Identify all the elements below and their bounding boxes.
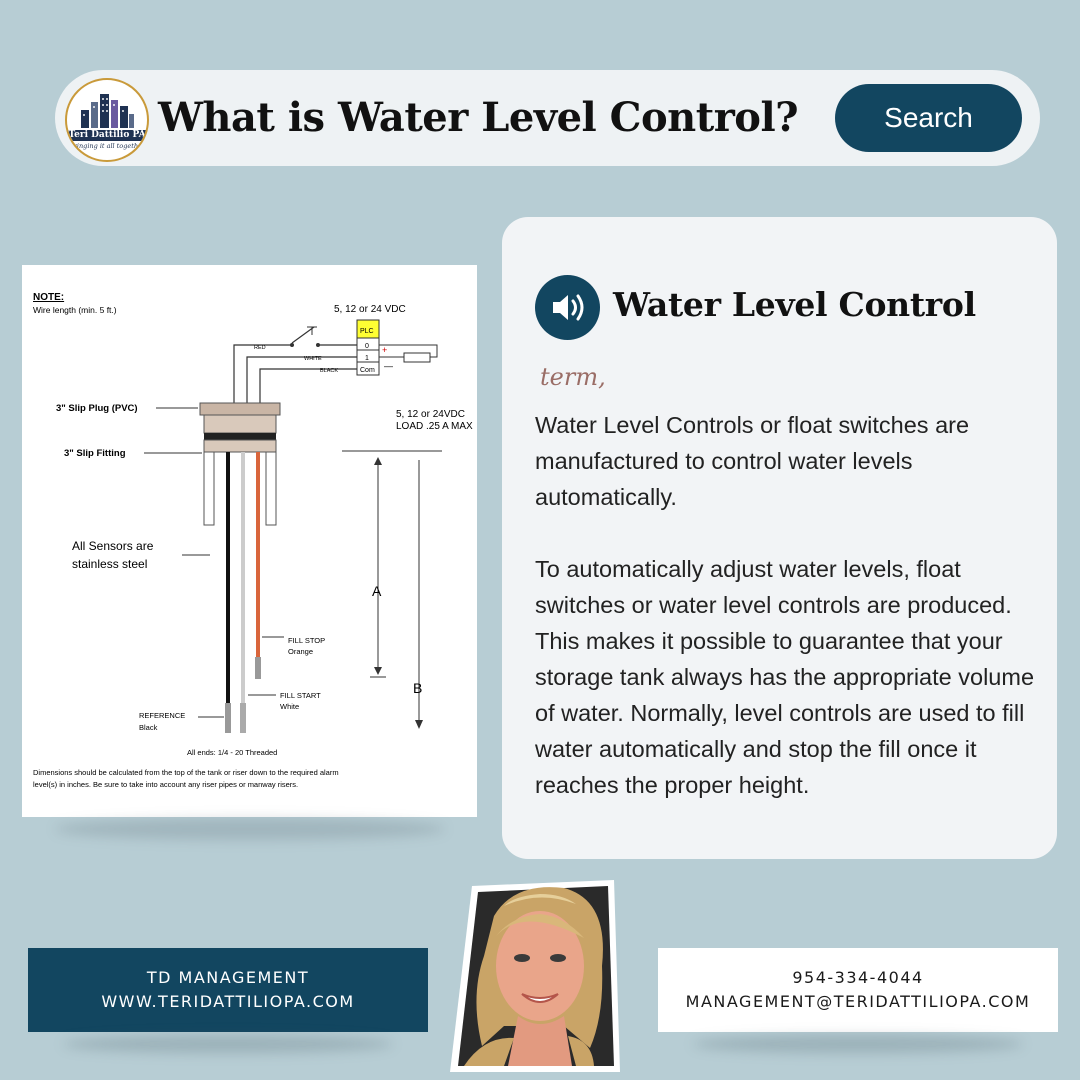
company-name: TD MANAGEMENT xyxy=(146,968,310,987)
company-box[interactable] xyxy=(28,948,428,1032)
load-label-1: 5, 12 or 24VDC xyxy=(396,409,465,420)
definition-paragraph-1: Water Level Controls or float switches are manufactured to control water levels automatically. xyxy=(535,412,970,510)
definition-paragraph-2: To automatically adjust water levels, float switches or water level controls are produced. This makes it possible to guarantee that your storage tank always has the appropriate volume of water. Normally, level controls are used to fill water automatically and stop the fill once it reaches the proper height. xyxy=(535,556,1035,798)
reference-label: REFERENCE xyxy=(139,711,186,720)
slip-plug-label: 3" Slip Plug (PVC) xyxy=(56,403,138,414)
phone-number[interactable]: 954-334-4044 xyxy=(792,968,924,987)
terminal-1: 1 xyxy=(365,355,369,362)
email-address[interactable]: MANAGEMENT@TERIDATTILIOPA.COM xyxy=(685,992,1031,1011)
agent-photo xyxy=(444,876,624,1076)
minus-sign: — xyxy=(384,361,393,371)
card-body xyxy=(535,407,1040,803)
fill-stop-label: FILL STOP xyxy=(288,636,326,645)
company-box-shadow xyxy=(63,1035,393,1053)
footnote-1: Dimensions should be calculated from the top of the tank or riser down to the required alarm xyxy=(33,768,339,777)
definition-card xyxy=(502,217,1057,859)
note-label: NOTE: xyxy=(33,292,65,303)
terminal-com: Com xyxy=(360,367,375,374)
speaker-button[interactable] xyxy=(535,275,600,340)
company-url[interactable]: WWW.TERIDATTILIOPA.COM xyxy=(101,992,355,1011)
voltage-label: 5, 12 or 24 VDC xyxy=(334,304,406,315)
wire-black-label: BLACK xyxy=(320,368,339,374)
load-label-2: LOAD .25 A MAX xyxy=(396,421,473,432)
note-text: Wire length (min. 5 ft.) xyxy=(33,305,117,315)
sensors-label-1: All Sensors are xyxy=(72,539,154,553)
card-title: Water Level Control xyxy=(613,285,976,324)
dimension-a: A xyxy=(372,583,382,599)
fill-stop-color: Orange xyxy=(288,647,314,656)
fill-start-color: White xyxy=(280,702,300,711)
page-title: What is Water Level Control? xyxy=(158,94,799,141)
person-photo-icon xyxy=(444,876,624,1076)
company-logo[interactable] xyxy=(65,78,149,162)
contact-box[interactable] xyxy=(658,948,1058,1032)
sensors-label-2: stainless steel xyxy=(72,557,148,571)
fill-start-label: FILL START xyxy=(280,691,321,700)
all-ends-label: All ends: 1/4 - 20 Threaded xyxy=(187,748,278,757)
speaker-icon xyxy=(535,275,600,340)
wire-white-label: WHITE xyxy=(304,356,322,362)
reference-color: Black xyxy=(139,723,158,732)
search-button[interactable]: Search xyxy=(835,84,1022,152)
diagram-shadow xyxy=(55,818,445,840)
slip-fitting-label: 3" Slip Fitting xyxy=(64,448,126,459)
terminal-0: 0 xyxy=(365,343,369,350)
plus-sign: + xyxy=(382,345,388,355)
wire-red-label: RED xyxy=(254,345,266,351)
wiring-diagram xyxy=(22,265,477,817)
logo-tagline: Bringing it all together xyxy=(69,142,145,150)
plc-label: PLC xyxy=(360,328,374,335)
card-term: term, xyxy=(540,363,606,391)
contact-box-shadow xyxy=(693,1035,1023,1053)
footnote-2: level(s) in inches. Be sure to take into account any riser pipes or manway risers. xyxy=(33,780,299,789)
header-bar xyxy=(55,70,1040,166)
dimension-b: B xyxy=(413,680,423,696)
logo-name: Teri Dattilio PA xyxy=(68,130,146,140)
